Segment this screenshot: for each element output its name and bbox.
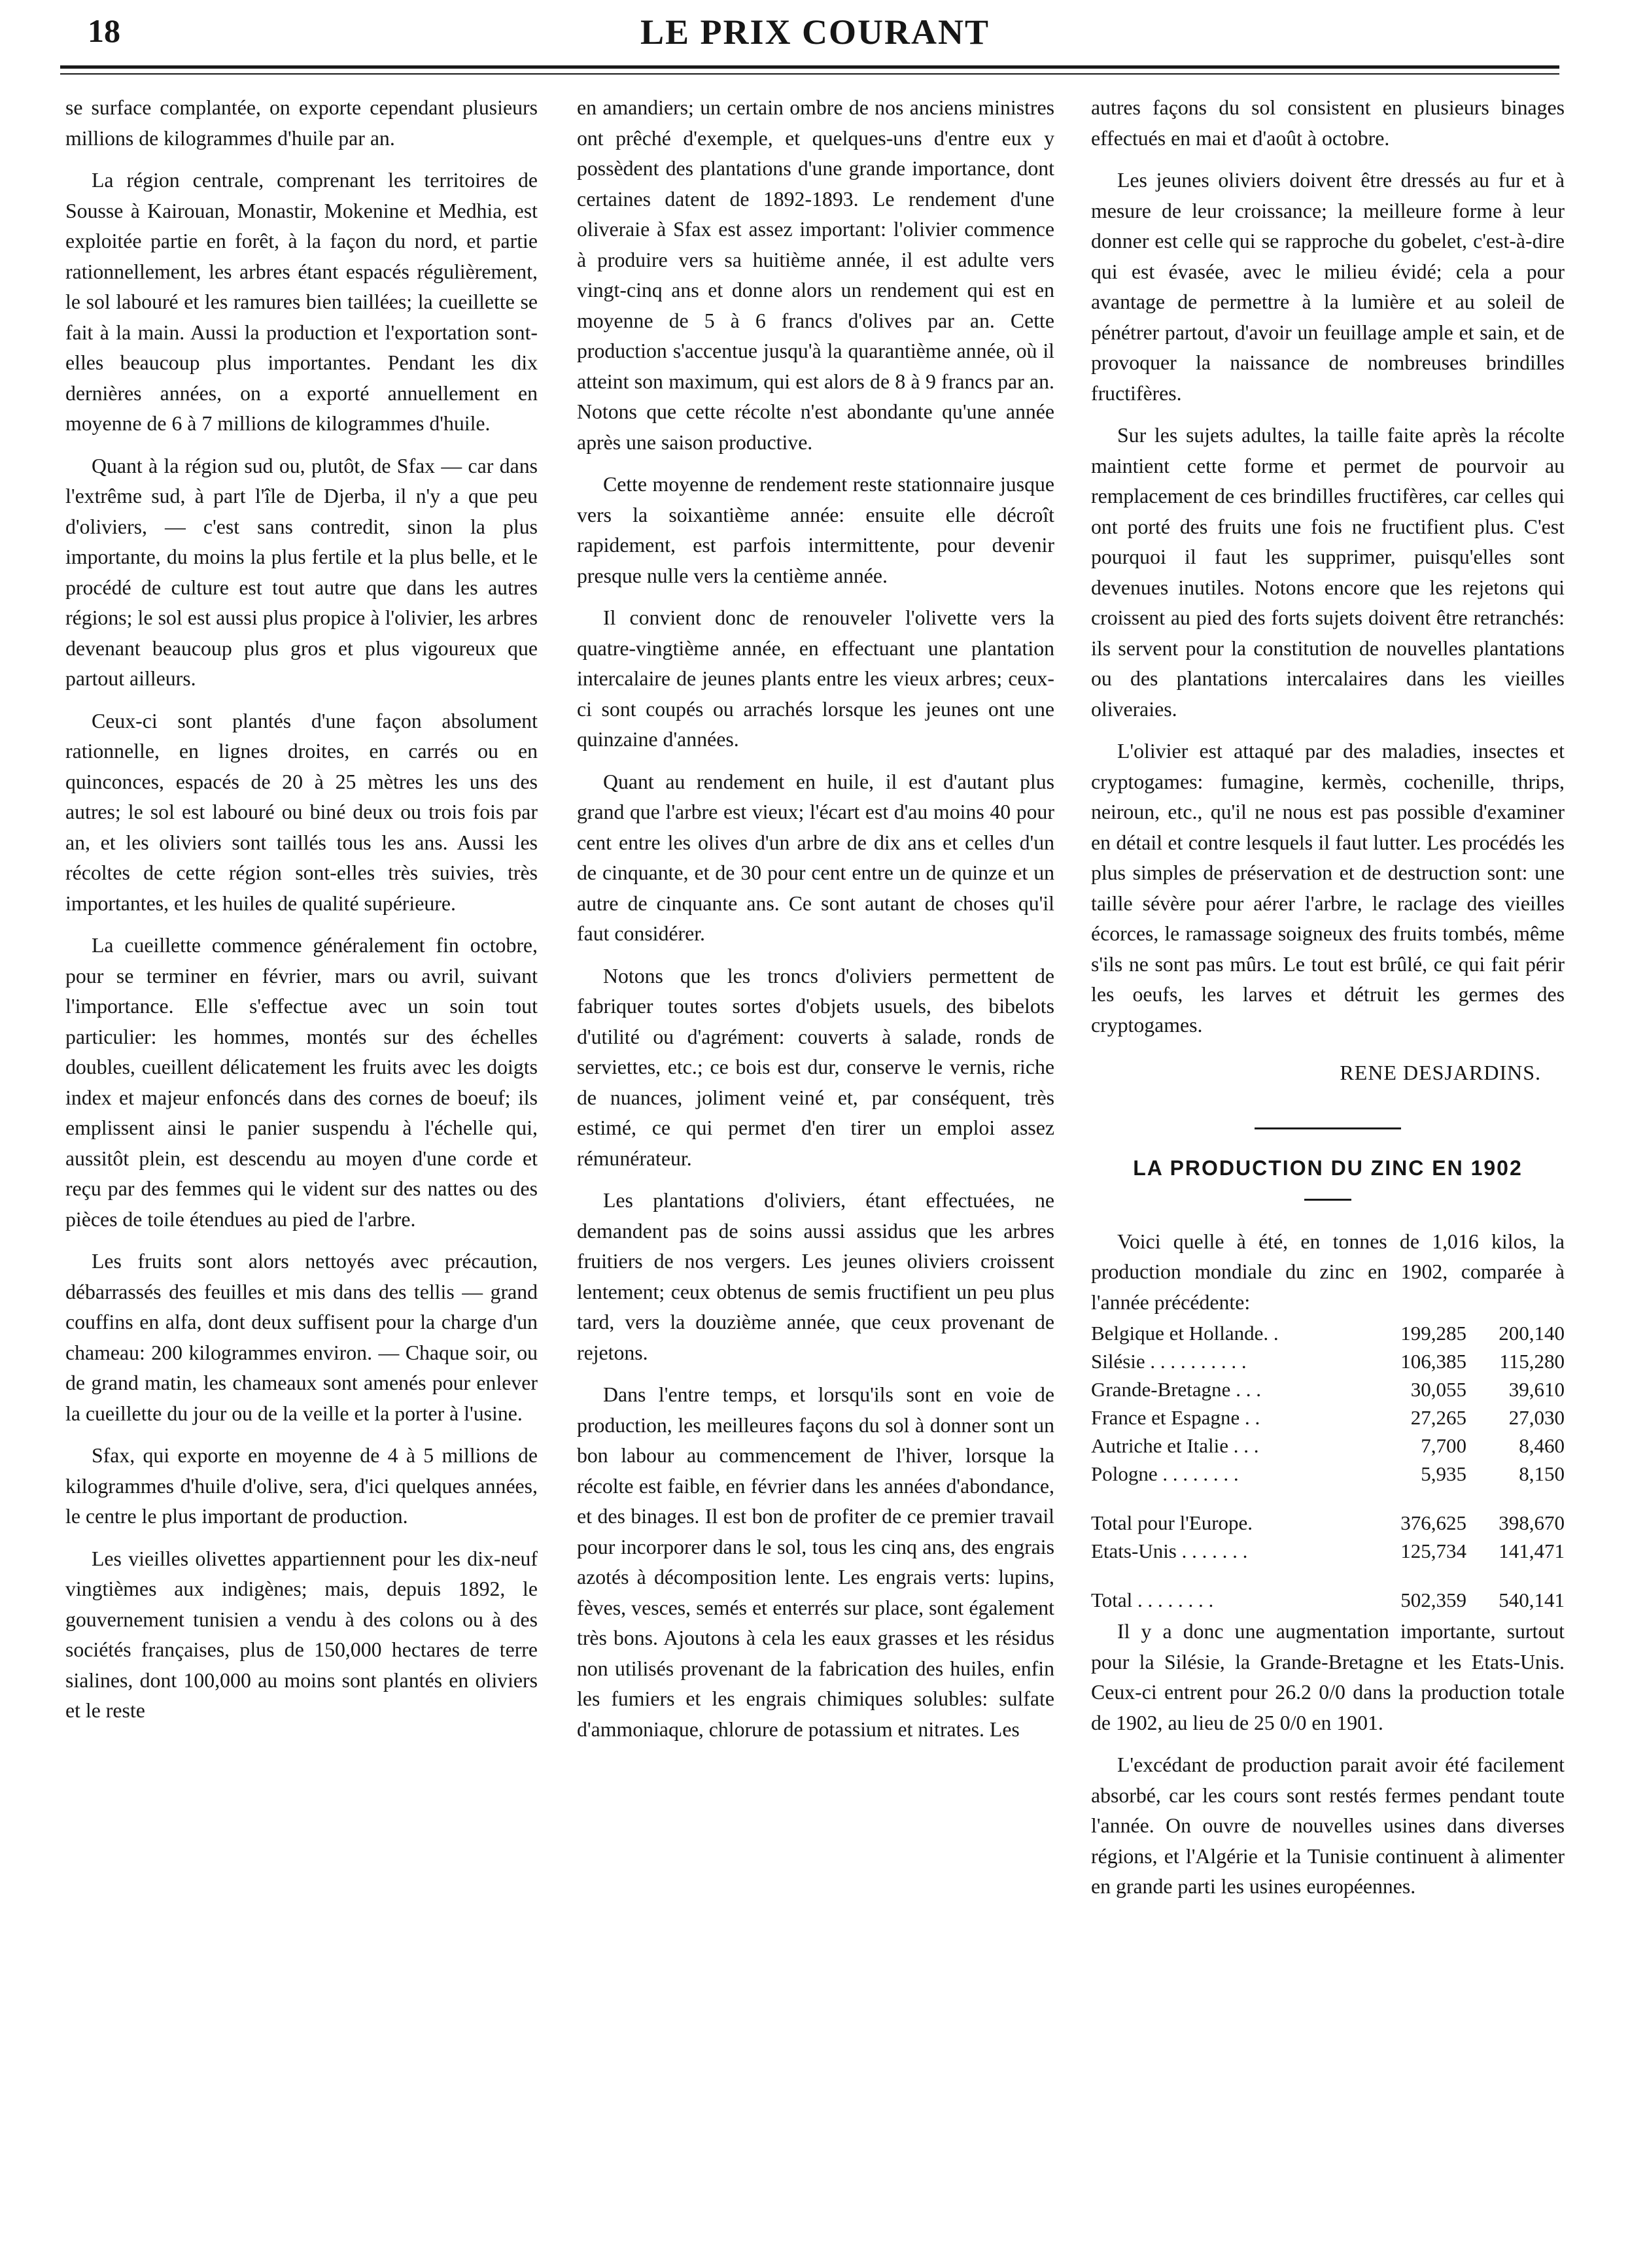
paragraph: Les vieilles olivettes appartiennent pour les dix-neuf vingtièmes aux indigènes; mais, depuis 1892, le gouvernement tunisien a vendu à des colons ou à des sociétés françaises, plus de 150,000 hectares de terre sialines, dont 100,000 au moins sont plantés en oliviers et le reste: [65, 1547, 538, 1722]
paragraph: Quant au rendement en huile, il est d'autant plus grand que l'arbre est vieux; l'écart est d'au moins 40 pour cent entre les olives d'un arbre de dix ans et celles d'un de cinquante, et de 30 pour cent entre un de quinze et un autre de cinquante ans. Ce sont autant de choses qu'il faut considérer.: [577, 770, 1054, 945]
value-1902: 199,285: [1400, 1322, 1466, 1345]
country-label: France et Espagne . .: [1091, 1406, 1260, 1430]
value-1902: 7,700: [1421, 1434, 1466, 1458]
value-1901: 8,150: [1519, 1462, 1565, 1486]
value-1901: 200,140: [1499, 1322, 1565, 1345]
section-heading: LA PRODUCTION DU ZINC EN 1902: [1133, 1156, 1523, 1180]
country-label: Etats-Unis . . . . . . .: [1091, 1539, 1248, 1563]
value-1901: 141,471: [1499, 1539, 1565, 1563]
table-row-usa: [1091, 1537, 1565, 1565]
paragraph: Sfax, qui exporte en moyenne de 4 à 5 millions de kilogrammes d'huile d'olive, sera, d'ici quelques années, le centre le plus important de production.: [65, 1444, 538, 1528]
value-1902: 106,385: [1400, 1350, 1466, 1373]
section-divider: [1255, 1127, 1401, 1129]
value-1902: 27,265: [1410, 1406, 1466, 1430]
page-number: 18: [88, 12, 120, 49]
table-row-europe-total: [1091, 1488, 1565, 1537]
paragraph: Les plantations d'oliviers, étant effectuées, ne demandent pas de soins aussi assidus que les arbres fruitiers de nos vergers. Les jeunes oliviers croissent lentement; ceux obtenus de semis fructifient un peu plus tard, vers la douzième année, que ceux provenant de rejetons.: [577, 1189, 1054, 1364]
table-row: [1091, 1460, 1565, 1488]
table-row: [1091, 1432, 1565, 1460]
value-1902: 30,055: [1410, 1378, 1466, 1401]
paragraph: La région centrale, comprenant les territoires de Sousse à Kairouan, Monastir, Mokenine et Medhia, est exploitée partie en forêt, à la façon du nord, et partie rationnellement, les arbres étant espacés régulièrement, le sol labouré et les ramures bien taillées; la cueillette se fait à la main. Aussi la production et l'exportation sont-elles beaucoup plus importantes. Pendant les dix dernières années, on a exporté annuellement en moyenne de 6 à 7 millions de kilogrammes d'huile.: [65, 169, 538, 435]
paragraph: Il y a donc une augmentation importante, surtout pour la Silésie, la Grande-Bretagne et les Etats-Unis. Ceux-ci entrent pour 26.2 0/0 dans la production totale de 1902, au lieu de 25 0/0 en 1901.: [1091, 1620, 1565, 1734]
paragraph: Quant à la région sud ou, plutôt, de Sfax — car dans l'extrême sud, à part l'île de Djerba, il n'y a que peu d'oliviers, — c'est sans contredit, sinon la plus importante, du moins la plus fertile et la plus belle, et le procédé de culture est tout autre que dans les autres régions; le sol est aussi plus propice à l'olivier, les arbres devenant beaucoup plus gros et plus vigoureux que partout ailleurs.: [65, 454, 538, 690]
paragraph: Les fruits sont alors nettoyés avec précaution, débarrassés des feuilles et mis dans des tellis — grand couffins en alfa, dont deux suffisent pour la charge d'un chameau: 200 kilogrammes environ. — Chaque soir, ou de grand matin, les chameaux sont amenés pour enlever la cueillette du jour ou de la veille et la porter à l'usine.: [65, 1250, 538, 1425]
paragraph: Notons que les troncs d'oliviers permettent de fabriquer toutes sortes d'objets usuels, des bibelots d'utilité ou d'agrément: couverts à salade, ronds de serviettes, etc.; ce bois est dur, conserve le vernis, riche de nuances, joliment veiné et, par conséquent, très estimé, ce qui permet d'en tirer un emploi assez rémunérateur.: [577, 964, 1054, 1170]
paragraph: Les jeunes oliviers doivent être dressés au fur et à mesure de leur croissance; la meilleure forme à leur donner est celle qui se rapproche du gobelet, c'est-à-dire qui est évasée, avec le milieu évidé; cela a pour avantage de permettre à la lumière et au soleil de pénétrer partout, d'avoir un feuillage ample et sain, et de provoquer la naissance de nombreuses brindilles fructifères.: [1091, 169, 1565, 405]
header-rule-thick: [60, 65, 1559, 69]
zinc-production-table: [1091, 1319, 1565, 1614]
total-label: Total . . . . . . . .: [1091, 1589, 1214, 1612]
paragraph: Sur les sujets adultes, la taille faite après la récolte maintient cette forme et permet de pourvoir au remplacement de ces brindilles fructifères, car celles qui ont porté des fruits une fois ne fructifient plus. C'est pourquoi il faut les supprimer, puisqu'elles sont devenues inutiles. Notons encore que les rejetons qui croissent au pied des forts sujets doivent être retranchés: ils servent pour la constitution de nouvelles plantations ou des plantations intercalaires dans les vieilles oliveraies.: [1091, 424, 1565, 721]
value-1901: 540,141: [1499, 1589, 1565, 1612]
paragraph: en amandiers; un certain ombre de nos anciens ministres ont prêché d'exemple, et quelques-uns d'entre eux y possèdent des plantations d'une grande importance, dont certaines datent de 1892-1893. Le rendement d'une oliveraie à Sfax est assez important: l'olivier commence à produire vers sa huitième année, il est adulte vers vingt-cinq ans et donne alors un rendement qui est en moyenne de 5 à 6 francs d'olives par an. Cette production s'accentue jusqu'à la quarantième année, où il atteint son maximum, qui est alors de 8 à 9 francs par an. Notons que cette récolte n'est abondante qu'une année après une saison productive.: [577, 96, 1054, 454]
paragraph: Il convient donc de renouveler l'olivette vers la quatre-vingtième année, en effectuant une plantation intercalaire de jeunes plants entre les vieux arbres; ceux-ci sont coupés ou arrachés lorsque les jeunes ont une quinzaine d'années.: [577, 606, 1054, 751]
table-row: [1091, 1375, 1565, 1403]
heading-underline: [1304, 1199, 1351, 1201]
value-1901: 39,610: [1508, 1378, 1565, 1401]
table-row: [1091, 1319, 1565, 1347]
column-2: [577, 93, 1054, 2242]
table-row: [1091, 1403, 1565, 1432]
paragraph: L'excédant de production parait avoir été facilement absorbé, car les cours sont restés fermes pendant toute l'année. On ouvre de nouvelles usines dans diverses régions, et l'Algérie et la Tunisie continuent à alimenter en grande parti les usines européennes.: [1091, 1753, 1565, 1899]
paragraph: Voici quelle à été, en tonnes de 1,016 kilos, la production mondiale du zinc en 1902, comparée à l'année précédente:: [1091, 1229, 1565, 1314]
paragraph: autres façons du sol consistent en plusieurs binages effectués en mai et d'août à octobre.: [1091, 96, 1565, 150]
country-label: Silésie . . . . . . . . . .: [1091, 1350, 1247, 1373]
column-3: [1091, 93, 1565, 2242]
country-label: Belgique et Hollande. .: [1091, 1322, 1279, 1345]
paragraph: L'olivier est attaqué par des maladies, insectes et cryptogames: fumagine, kermès, cochenille, thrips, neiroun, etc., qu'il ne nous est pas possible d'examiner en détail et contre lesquels il faut lutter. Les procédés les plus simples de préservation et de destruction sont: une taille sévère pour aérer l'arbre, le raclage des vieilles écorces, le ramassage soigneux des fruits tombés, même s'ils ne sont pas mûrs. Le tout est brûlé, ce qui fait périr les oeufs, les larves et détruit les germes des cryptogames.: [1091, 740, 1565, 1037]
header-rule-thin: [60, 73, 1559, 75]
value-1902: 502,359: [1400, 1589, 1466, 1612]
country-label: Autriche et Italie . . .: [1091, 1434, 1259, 1458]
value-1902: 125,734: [1400, 1539, 1466, 1563]
paragraph: Ceux-ci sont plantés d'une façon absolument rationnelle, en lignes droites, en carrés ou en quinconces, espacés de 20 à 25 mètres les uns des autres; le sol est labouré ou biné deux ou trois fois par an, et les oliviers sont taillés tous les ans. Aussi les récoltes de cette région sont-elles très suivies, très importantes, et les huiles de qualité supérieure.: [65, 709, 538, 915]
table-row: [1091, 1347, 1565, 1375]
journal-title: LE PRIX COURANT: [640, 12, 990, 52]
country-label: Grande-Bretagne . . .: [1091, 1378, 1261, 1401]
value-1901: 398,670: [1499, 1511, 1565, 1535]
paragraph: Cette moyenne de rendement reste stationnaire jusque vers la soixantième année: ensuite elle décroît rapidement, est parfois intermittente, pour devenir presque nulle vers la centième année.: [577, 473, 1054, 587]
value-1902: 5,935: [1421, 1462, 1466, 1486]
value-1901: 27,030: [1508, 1406, 1565, 1430]
value-1901: 8,460: [1519, 1434, 1565, 1458]
author-signature: RENE DESJARDINS.: [1340, 1061, 1541, 1084]
value-1901: 115,280: [1499, 1350, 1565, 1373]
paragraph: Dans l'entre temps, et lorsqu'ils sont en voie de production, les meilleures façons du sol à donner sont un bon labour au commencement de l'hiver, lorsque la récolte est faible, en février dans les années d'abondance, et des binages. Il est bon de profiter de ce premier travail pour incorporer dans le sol, tous les cinq ans, des engrais azotés à décomposition lente. Les engrais verts: lupins, fèves, vesces, semés et enterrés sur place, sont également très bons. Ajoutons à cela les eaux grasses et les résidus non utilisés provenant de la fabrication des huiles, enfin les fumiers et les engrais chimiques solubles: sulfate d'ammoniaque, chlorure de potassium et nitrates. Les: [577, 1383, 1054, 1741]
column-1: [65, 93, 538, 2242]
paragraph: se surface complantée, on exporte cependant plusieurs millions de kilogrammes d'huile par an.: [65, 96, 538, 150]
country-label: Pologne . . . . . . . .: [1091, 1462, 1239, 1486]
value-1902: 376,625: [1400, 1511, 1466, 1535]
paragraph: La cueillette commence généralement fin octobre, pour se terminer en février, mars ou avril, suivant l'importance. Elle s'effectue avec un soin tout particulier: les hommes, montés sur des échelles doubles, cueillent délicatement les fruits avec les doigts index et majeur enfoncés dans des cornes de boeuf; ils emplissent ainsi le panier suspendu à l'échelle qui, aussitôt plein, est descendu au moyen d'une corde et reçu par des femmes qui le vident sur des nattes ou des pièces de toile étendues au pied de l'arbre.: [65, 934, 538, 1231]
total-label: Total pour l'Europe.: [1091, 1511, 1253, 1535]
table-row-grand-total: [1091, 1565, 1565, 1614]
